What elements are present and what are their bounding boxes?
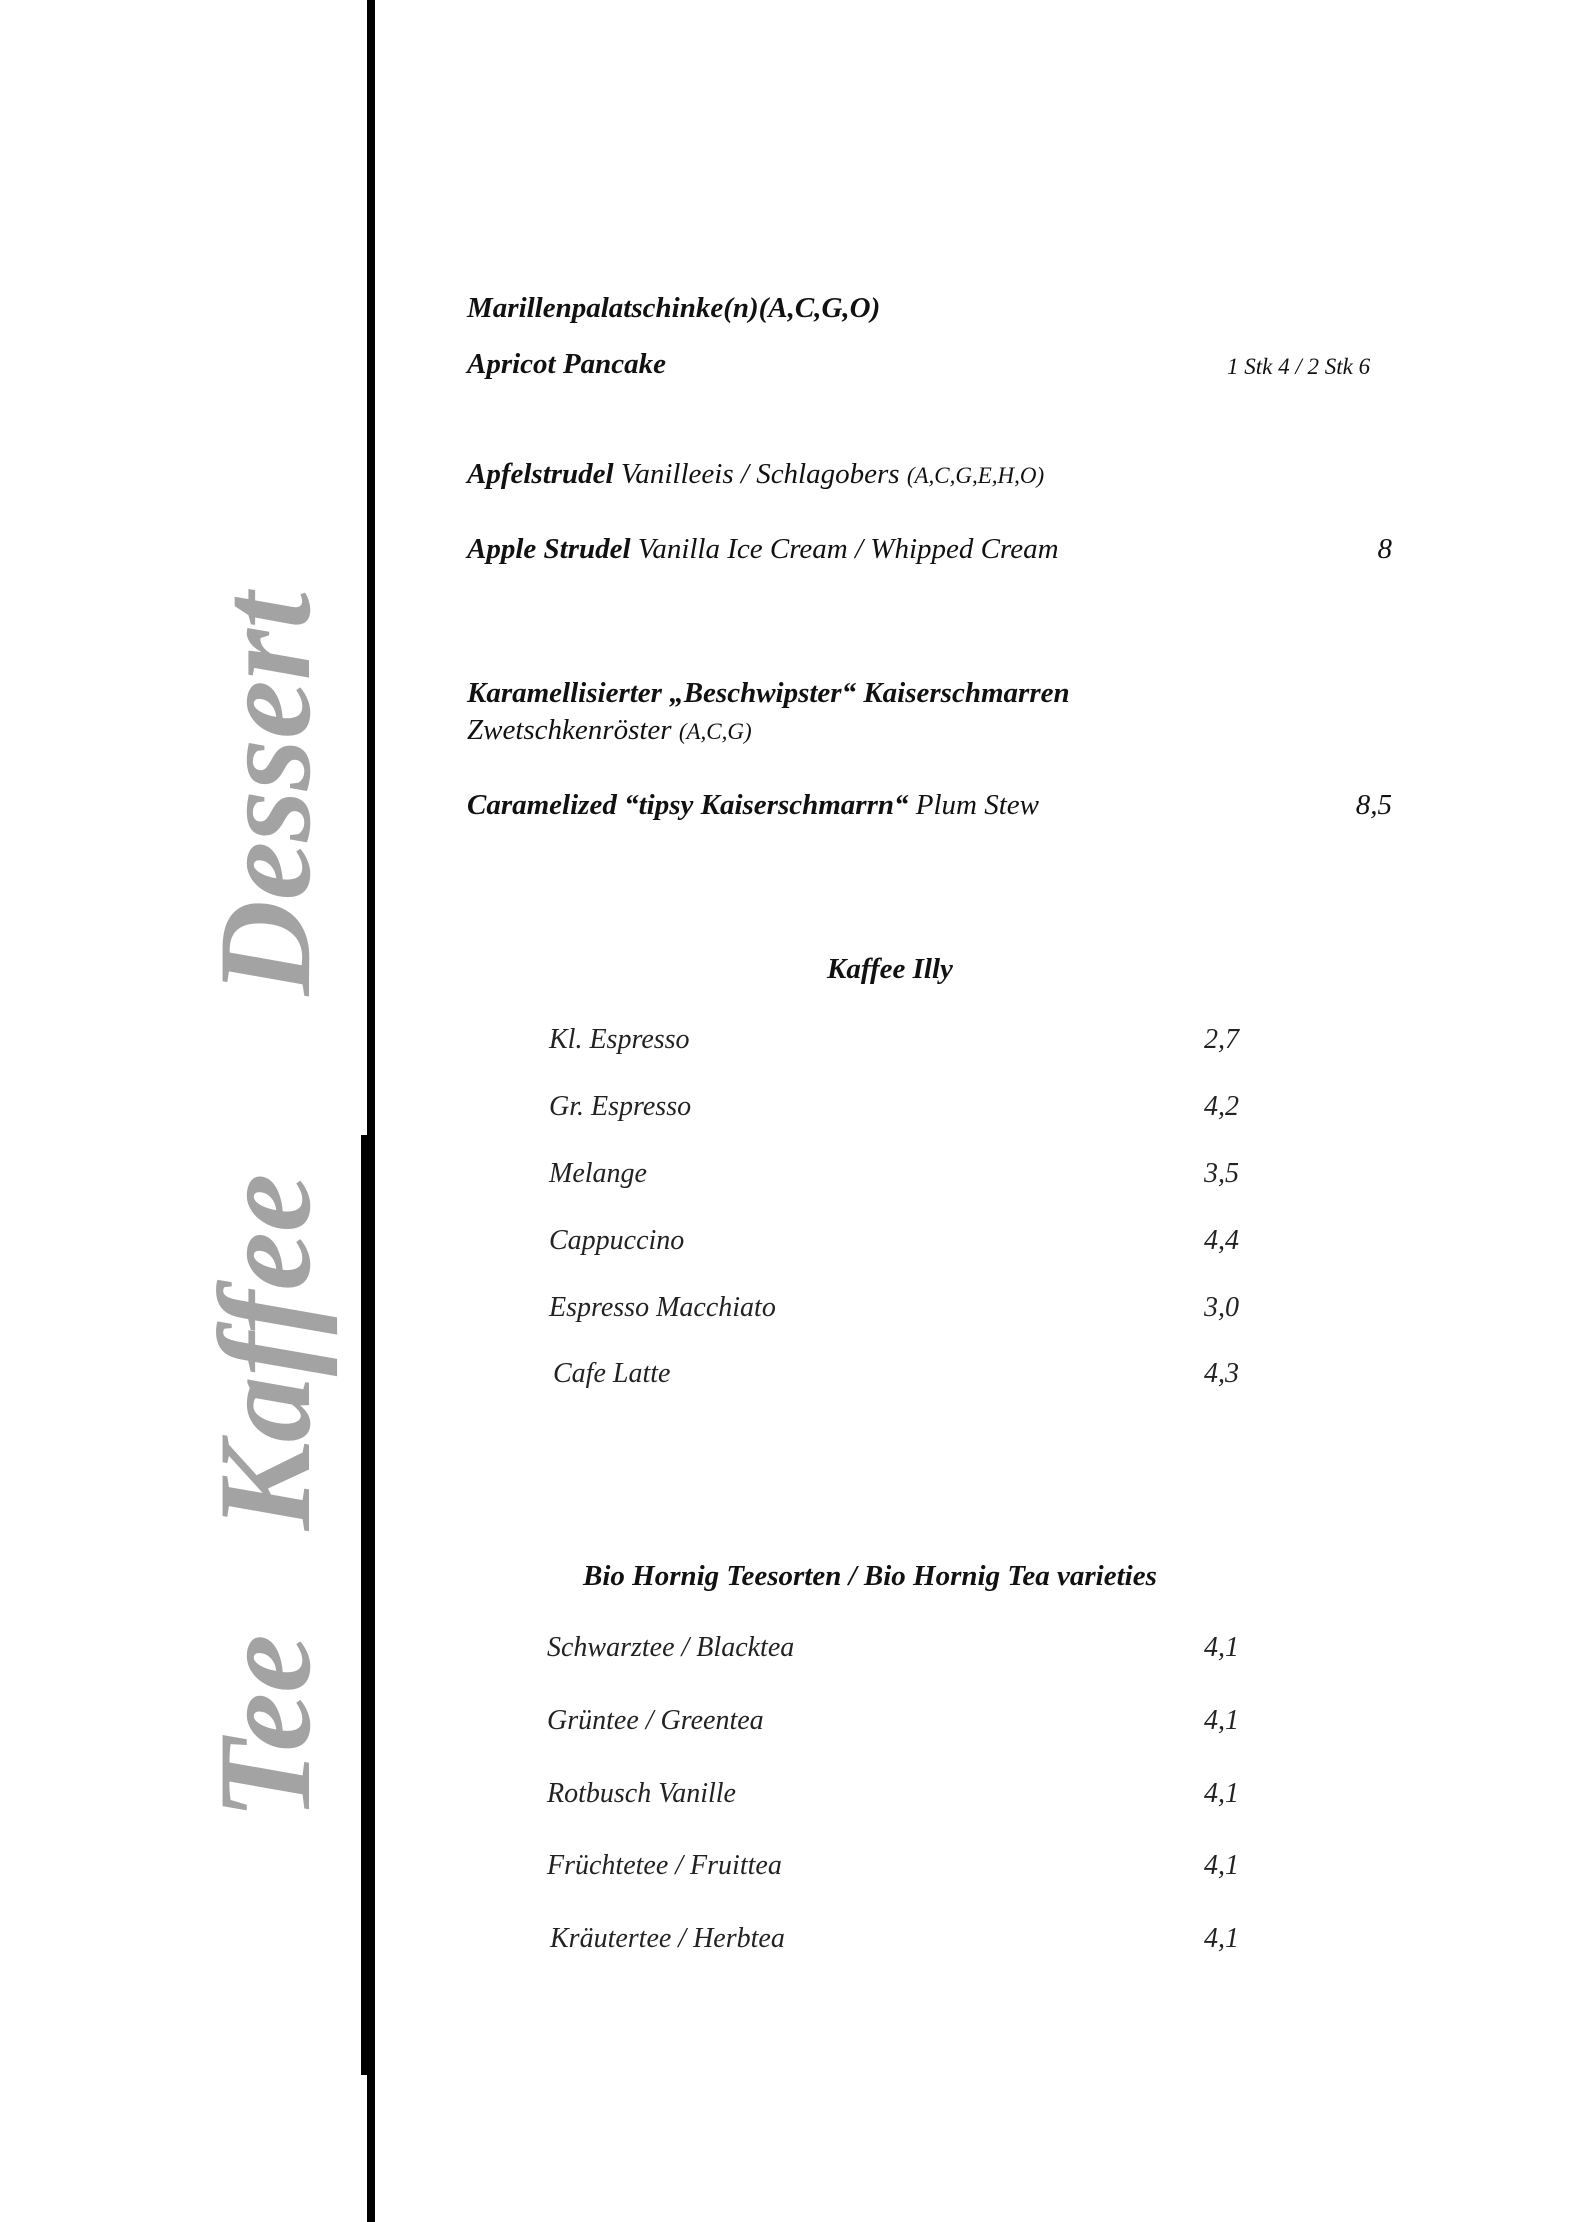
side-word-tee: Tee	[191, 1634, 338, 1820]
dessert-3-name-en: Caramelized “tipsy Kaiserschmarrn“	[467, 789, 909, 821]
dessert-2-price: 8	[1377, 533, 1392, 565]
tea-item-price: 4,1	[1204, 1778, 1239, 1809]
dessert-3-name-de: Karamellisierter „Beschwipster“ Kaiserschmarren	[467, 677, 1070, 709]
coffee-item-name: Cappuccino	[549, 1225, 685, 1256]
side-title	[190, 240, 340, 1820]
coffee-item-name: Kl. Espresso	[549, 1024, 690, 1055]
dessert-3-desc-en: Plum Stew	[915, 789, 1039, 821]
coffee-item-name: Gr. Espresso	[549, 1091, 692, 1122]
coffee-item-price: 3,0	[1204, 1292, 1239, 1323]
coffee-section-title: Kaffee Illy	[827, 953, 953, 985]
dessert-1-price: 1 Stk 4 / 2 Stk 6	[1227, 354, 1371, 379]
side-word-kaffee: Kaffee	[191, 1173, 338, 1531]
dessert-2-allergens: (A,C,G,E,H,O)	[906, 463, 1045, 488]
coffee-item-price: 4,4	[1204, 1225, 1239, 1256]
tea-item-price: 4,1	[1204, 1850, 1239, 1881]
dessert-2-desc-en: Vanilla Ice Cream / Whipped Cream	[637, 533, 1059, 565]
coffee-item-price: 4,2	[1204, 1091, 1239, 1122]
dessert-3-line-de	[467, 714, 752, 747]
dessert-3-desc-de: Zwetschkenröster	[467, 714, 672, 746]
tea-item-name: Rotbusch Vanille	[547, 1778, 736, 1809]
coffee-item-price: 2,7	[1204, 1024, 1239, 1055]
dessert-1-name-de: Marillenpalatschinke(n)(A,C,G,O)	[467, 292, 881, 324]
dessert-3-allergens: (A,C,G)	[678, 719, 752, 744]
dessert-2-line-de	[467, 458, 1044, 491]
coffee-item-name: Espresso Macchiato	[549, 1292, 776, 1323]
coffee-item-name: Melange	[549, 1158, 647, 1189]
coffee-item-price: 4,3	[1204, 1358, 1239, 1389]
tea-item-price: 4,1	[1204, 1705, 1239, 1736]
tea-item-name: Kräutertee / Herbtea	[550, 1923, 785, 1954]
tea-section-title: Bio Hornig Teesorten / Bio Hornig Tea varieties	[583, 1560, 1157, 1592]
dessert-2-name-en: Apple Strudel	[467, 533, 631, 565]
tea-item-name: Grüntee / Greentea	[547, 1705, 764, 1736]
dessert-1-name-en: Apricot Pancake	[467, 348, 666, 380]
tea-item-price: 4,1	[1204, 1632, 1239, 1663]
dessert-3-line-en	[467, 789, 1039, 822]
coffee-item-name: Cafe Latte	[553, 1358, 671, 1389]
dessert-2-line-en	[467, 533, 1059, 566]
side-word-dessert: Dessert	[191, 592, 338, 996]
vertical-divider-secondary	[361, 1135, 369, 2075]
dessert-3-price: 8,5	[1355, 789, 1392, 821]
dessert-2-desc-de: Vanilleeis / Schlagobers	[620, 458, 900, 490]
coffee-item-price: 3,5	[1204, 1158, 1239, 1189]
tea-item-name: Schwarztee / Blacktea	[547, 1632, 795, 1663]
tea-item-name: Früchtetee / Fruittea	[547, 1850, 782, 1881]
tea-item-price: 4,1	[1204, 1923, 1239, 1954]
dessert-2-name-de: Apfelstrudel	[467, 458, 614, 490]
